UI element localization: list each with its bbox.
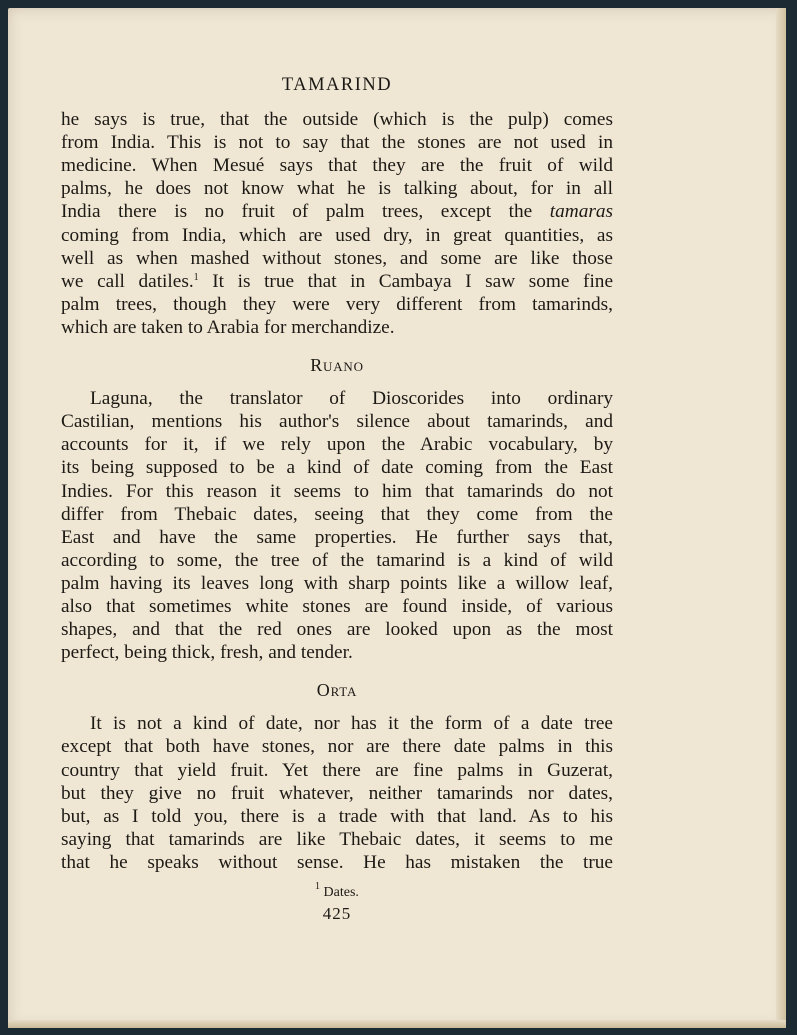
text-line: also that sometimes white stones are found inside, of various [61, 595, 613, 617]
text-line: Laguna, the translator of Dioscorides into ordinary [90, 388, 613, 410]
text-line: saying that tamarinds are like Thebaic dates, it seems to me [61, 828, 613, 850]
footnote-ref: 1 [193, 271, 199, 283]
text-line: its being supposed to be a kind of date coming from the East [61, 457, 613, 479]
text-line: that he speaks without sense. He has mistaken the true [61, 851, 613, 873]
text-line: according to some, the tree of the tamarind is a kind of wild [61, 549, 613, 571]
text-line: country that yield fruit. Yet there are fine palms in Guzerat, [61, 759, 613, 781]
book-page [8, 8, 786, 1028]
text-line: Indies. For this reason it seems to him that tamarinds do not [61, 480, 613, 502]
text-line: well as when mashed without stones, and some are like those [61, 247, 613, 269]
page-text [61, 65, 613, 925]
text-line: India there is no fruit of palm trees, except the tamaras [61, 201, 613, 223]
text-line: East and have the same properties. He further says that, [61, 526, 613, 548]
footnote-text: Dates. [320, 885, 359, 900]
paragraph-orta [61, 712, 613, 874]
footnote [61, 881, 613, 901]
text-line: coming from India, which are used dry, in great quantities, as [61, 224, 613, 246]
text-line: except that both have stones, nor are there date palms in this [61, 736, 613, 758]
text-line: we call datiles.$^1$ It is true that in Cambaya I saw some fine [61, 270, 614, 292]
section-heading-ruano: Ruano [310, 355, 364, 376]
text-line: It is not a kind of date, nor has it the form of a date tree [90, 713, 613, 735]
text-line: perfect, being thick, fresh, and tender. [61, 642, 353, 664]
text-line: from India. This is not to say that the stones are not used in [61, 132, 613, 154]
page-number: 425 [322, 904, 352, 923]
running-header: TAMARIND [281, 75, 393, 95]
paragraph-continued [61, 108, 613, 339]
text-line: palm having its leaves long with sharp points like a willow leaf, [61, 572, 613, 594]
section-heading-orta: Orta [316, 680, 358, 701]
text-line: which are taken to Arabia for merchandize. [61, 316, 395, 338]
text-line: Castilian, mentions his author's silence about tamarinds, and [61, 411, 613, 433]
page-edge-right [776, 8, 786, 1028]
text-line: medicine. When Mesué says that they are the fruit of wild [61, 155, 613, 177]
paragraph-ruano [61, 387, 613, 664]
text-line: he says is true, that the outside (which is the pulp) comes [61, 109, 613, 131]
footnote-marker: 1 [315, 881, 321, 892]
text-line: but, as I told you, there is a trade with that land. As to his [61, 805, 613, 827]
text-line: shapes, and that the red ones are looked upon as the most [61, 619, 613, 641]
page-edge-bottom [8, 1020, 786, 1028]
text-line: accounts for it, if we rely upon the Arabic vocabulary, by [61, 434, 613, 456]
text-line: palms, he does not know what he is talking about, for in all [61, 178, 613, 200]
italic-term: tamaras [549, 201, 613, 223]
text-line: but they give no fruit whatever, neither tamarinds nor dates, [61, 782, 613, 804]
text-line: palm trees, though they were very different from tamarinds, [61, 293, 613, 315]
text-line: differ from Thebaic dates, seeing that they come from the [61, 503, 613, 525]
